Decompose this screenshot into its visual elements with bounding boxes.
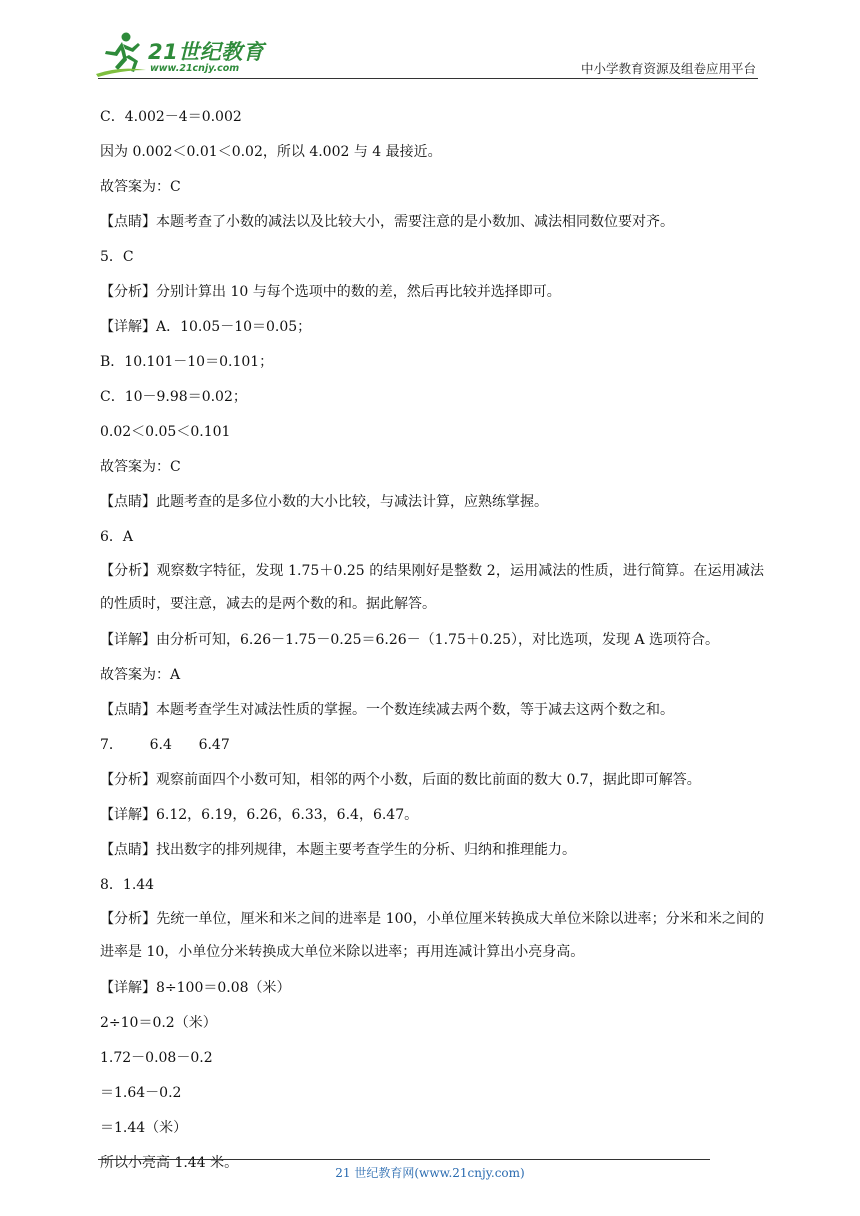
answer-content [100,100,764,1181]
text-line: 2÷10＝0.2（米） [100,1015,217,1031]
question-number: 6．A [100,529,134,545]
text-line: 【分析】观察前面四个小数可知，相邻的两个小数，后面的数比前面的数大 0.7，据此即可解答。 [100,772,701,788]
site-logo [96,30,276,78]
text-line: 故答案为：C [100,179,181,195]
text-paragraph: 【分析】观察数字特征，发现 1.75＋0.25 的结果刚好是整数 2，运用减法的性质，进行简算。在运用减法的性质时，要注意，减去的是两个数的和。据此解答。 [100,563,764,612]
runner-logo-icon [96,30,150,78]
text-line: 【详解】由分析可知，6.26－1.75－0.25＝6.26－（1.75＋0.25），对比选项，发现 A 选项符合。 [100,632,720,648]
page-header [0,0,860,80]
text-line: C．10－9.98＝0.02； [100,389,247,405]
logo-url: www.21cnjy.com [150,63,240,74]
text-line: B．10.101－10＝0.101； [100,354,274,370]
question-number: 5．C [100,249,134,265]
text-line: 0.02＜0.05＜0.101 [100,424,231,440]
footer-divider [98,1159,710,1160]
question-number: 8．1.44 [100,877,155,893]
text-line: 【分析】分别计算出 10 与每个选项中的数的差，然后再比较并选择即可。 [100,284,561,300]
text-line: 【详解】6.12，6.19，6.26，6.33，6.4，6.47。 [100,807,419,823]
text-line: 【详解】A．10.05－10＝0.05； [100,319,312,335]
text-line: ＝1.64－0.2 [100,1085,182,1101]
text-line: 【点睛】此题考查的是多位小数的大小比较，与减法计算，应熟练掌握。 [100,494,548,510]
logo-wordmark: 21世纪教育 [148,40,265,64]
text-line: C．4.002－4＝0.002 [100,109,242,125]
text-line: 【点睛】找出数字的排列规律，本题主要考查学生的分析、归纳和推理能力。 [100,842,576,858]
text-paragraph: 【分析】先统一单位，厘米和米之间的进率是 100，小单位厘米转换成大单位米除以进率；分米和米之间的进率是 10，小单位分米转换成大单位米除以进率；再用连减计算出小亮身高。 [100,911,764,960]
text-line: 【详解】8÷100＝0.08（米） [100,980,291,996]
platform-tagline: 中小学教育资源及组卷应用平台 [580,61,756,76]
text-line: 故答案为：C [100,459,181,475]
text-line: 因为 0.002＜0.01＜0.02，所以 4.002 与 4 最接近。 [100,144,442,160]
header-divider [98,78,758,79]
text-line: 【点睛】本题考查了小数的减法以及比较大小，需要注意的是小数加、减法相同数位要对齐。 [100,214,674,230]
text-line: 【点睛】本题考查学生对减法性质的掌握。一个数连续减去两个数，等于减去这两个数之和。 [100,702,674,718]
text-line: 故答案为：A [100,667,181,683]
footer-link[interactable]: 21 世纪教育网(www.21cnjy.com) [335,1166,525,1180]
question-number: 7． 6.4 6.47 [100,737,230,753]
text-line: 所以小亮高 1.44 米。 [100,1155,239,1171]
text-line: ＝1.44（米） [100,1120,188,1136]
text-line: 1.72－0.08－0.2 [100,1050,213,1066]
